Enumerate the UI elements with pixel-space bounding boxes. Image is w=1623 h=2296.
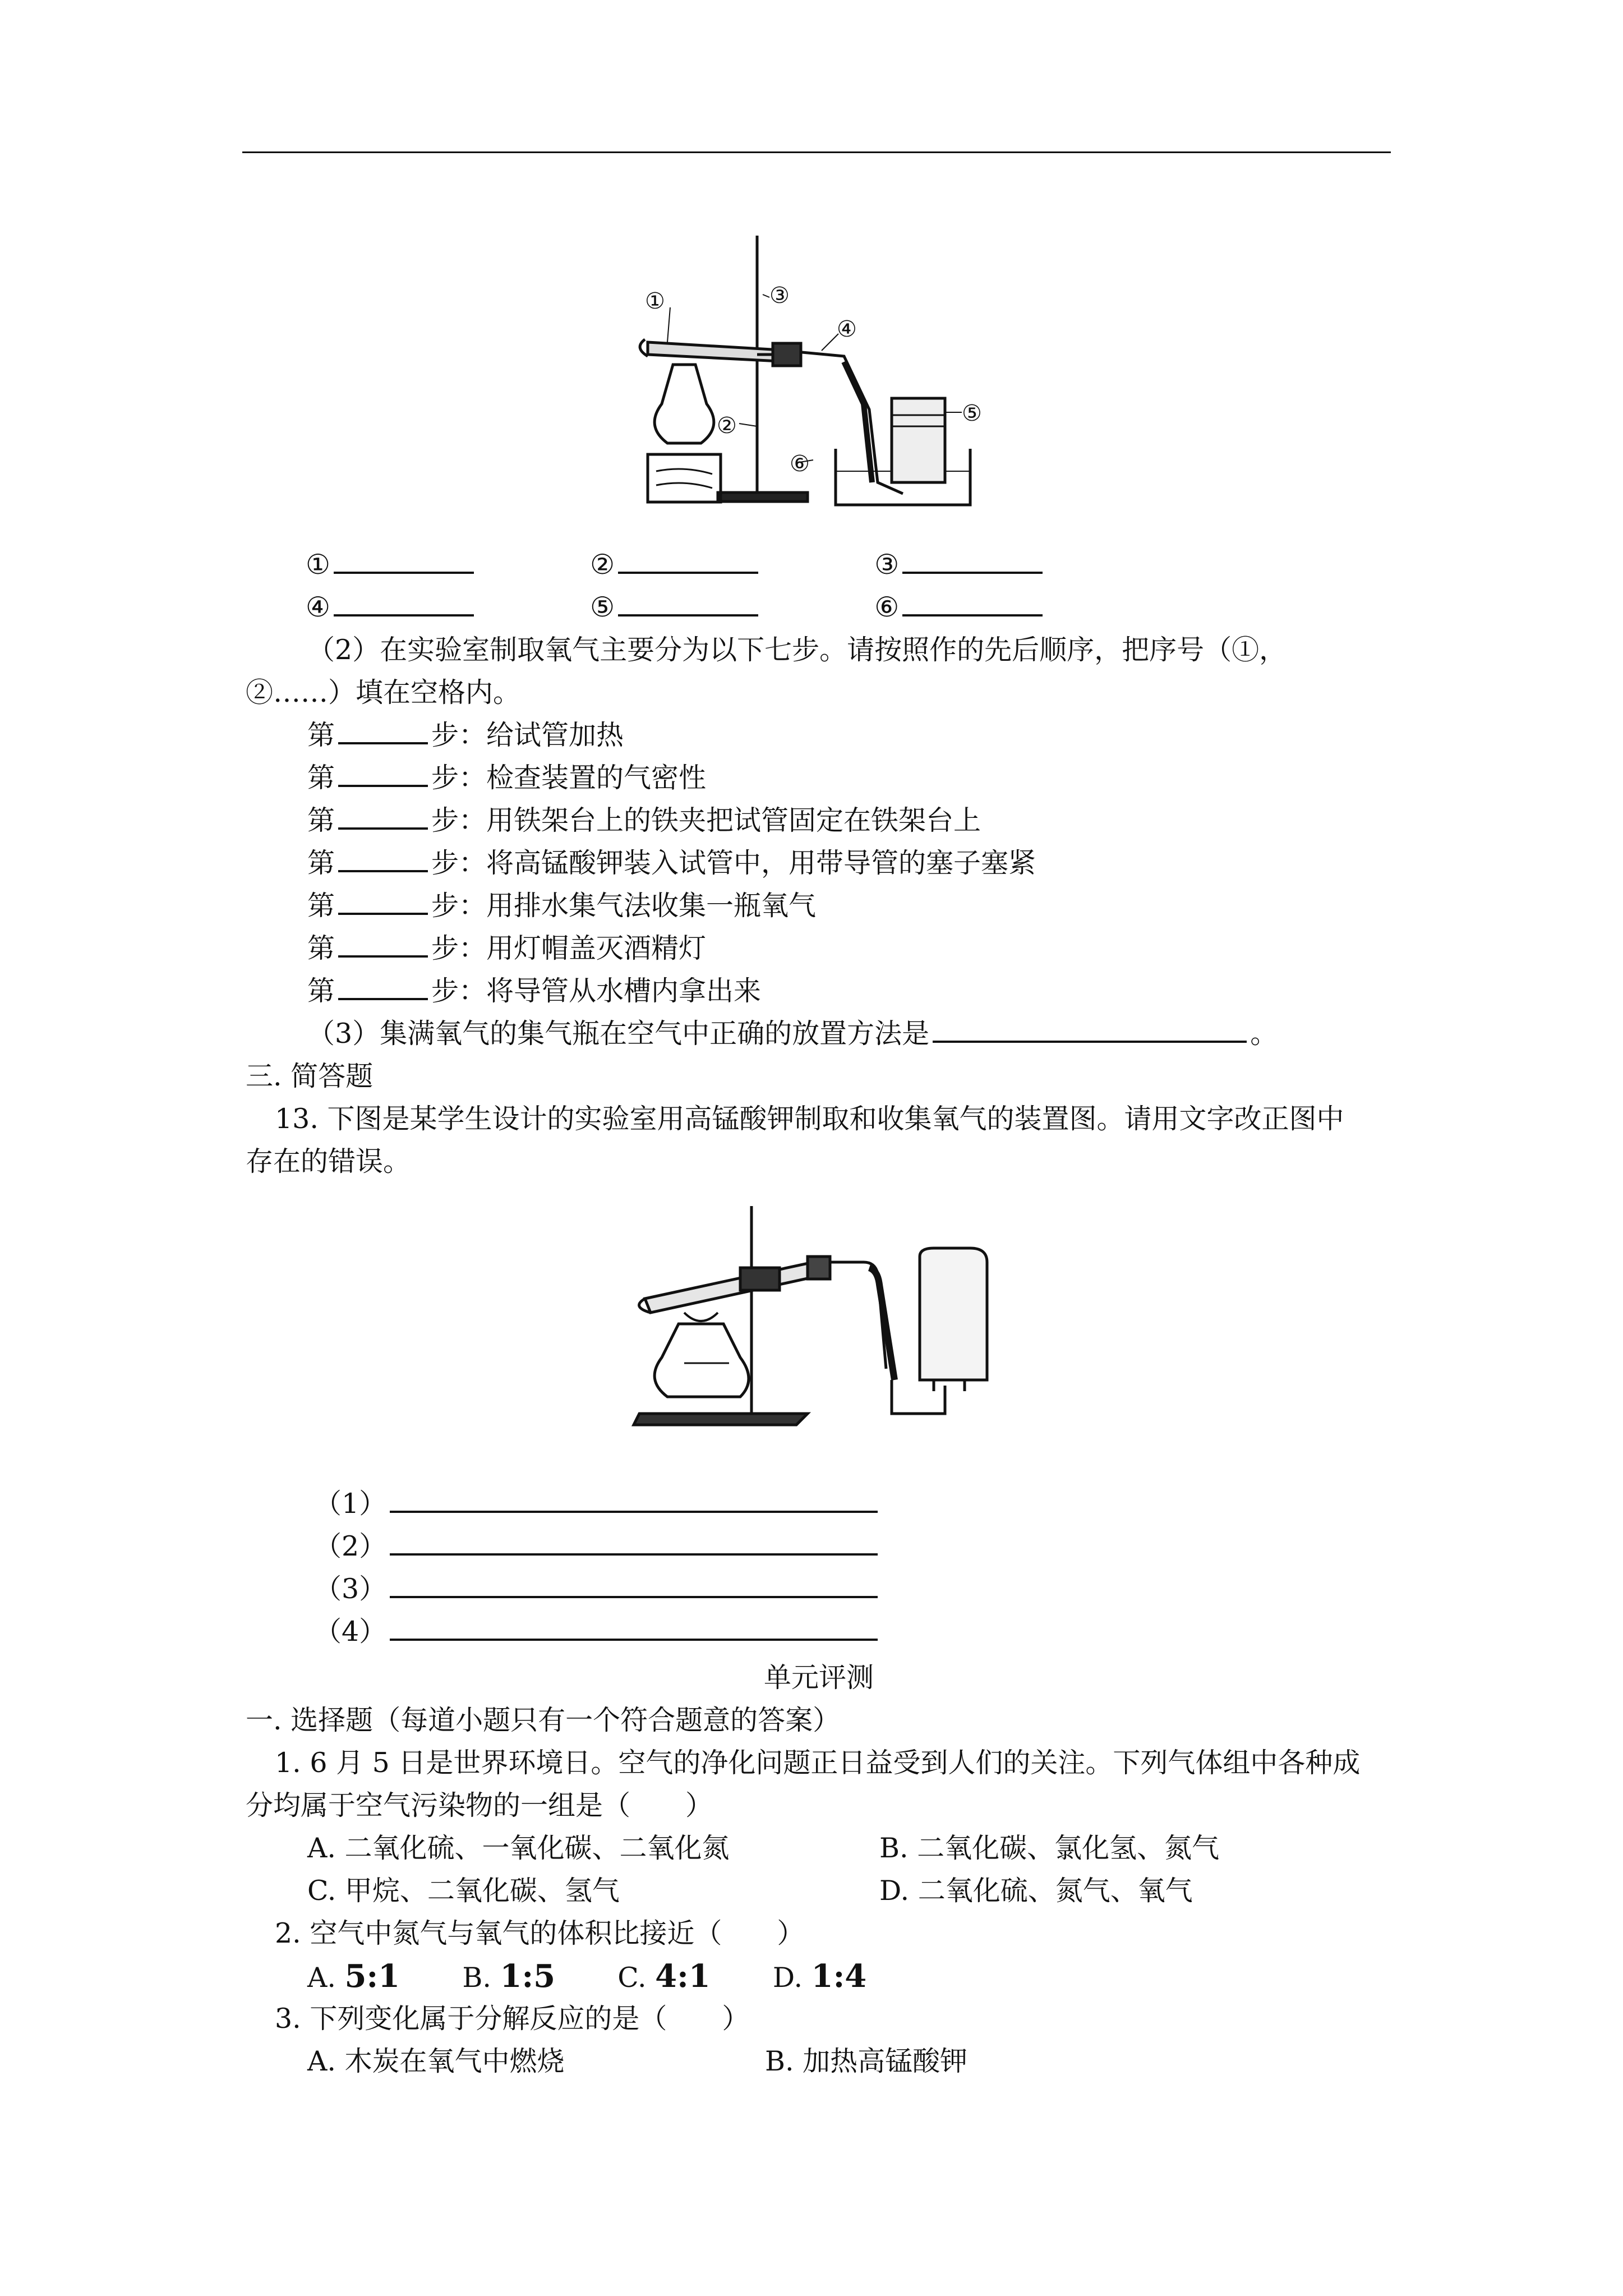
- step-prefix: 第: [307, 804, 335, 836]
- answer-blank[interactable]: [390, 1553, 878, 1556]
- answer-blank[interactable]: [902, 571, 1043, 574]
- q3-line: [307, 1016, 1278, 1051]
- blank-label: ④: [306, 591, 330, 623]
- mcq-2-option-b[interactable]: B. 1:5: [462, 1958, 556, 1995]
- blank-label: ③: [874, 549, 900, 581]
- step-blank[interactable]: [338, 955, 428, 958]
- blank-label: ⑥: [874, 591, 900, 623]
- step-prefix: 第: [307, 975, 335, 1007]
- answer-blank[interactable]: [390, 1510, 878, 1513]
- step-blank[interactable]: [338, 827, 428, 830]
- mcq-2-options: [307, 1959, 866, 1995]
- mcq-2-text: 2. 空气中氮气与氧气的体积比接近（ ）: [275, 1917, 805, 1949]
- q2-step-row: [307, 974, 761, 1009]
- step-text: 给试管加热: [486, 719, 624, 751]
- section-1-title: 一. 选择题（每道小题只有一个符合题意的答案）: [246, 1704, 841, 1736]
- step-suffix: 步：: [431, 975, 487, 1007]
- mcq-2-option-a[interactable]: A. 5:1: [307, 1958, 400, 1995]
- step-suffix: 步：: [431, 762, 487, 794]
- step-text: 将导管从水槽内拿出来: [486, 975, 762, 1007]
- step-blank[interactable]: [338, 869, 428, 872]
- q1-blank-row-2: [306, 590, 1046, 625]
- figure1-label-4: ④: [837, 316, 857, 342]
- q2-step-row: [307, 761, 706, 795]
- q3-text: （3）集满氧气的集气瓶在空气中正确的放置方法是: [307, 1018, 930, 1050]
- q13-answer-row: [314, 1529, 881, 1564]
- step-suffix: 步：: [431, 804, 487, 836]
- step-prefix: 第: [307, 762, 335, 794]
- step-text: 将高锰酸钾装入试管中，用带导管的塞子塞紧: [486, 847, 1036, 879]
- answer-label: （1）: [314, 1488, 387, 1520]
- step-suffix: 步：: [431, 847, 487, 879]
- figure1-label-6: ⑥: [790, 451, 810, 477]
- q13-answer-row: [314, 1572, 881, 1607]
- step-blank[interactable]: [338, 784, 428, 787]
- figure1-label-1: ①: [645, 288, 665, 314]
- step-text: 用铁架台上的铁夹把试管固定在铁架台上: [486, 804, 981, 836]
- q2-step-row: [307, 803, 981, 838]
- mcq-3-option-a[interactable]: A. 木炭在氧气中燃烧: [307, 2045, 565, 2077]
- answer-blank[interactable]: [618, 571, 758, 574]
- q2-intro-line-1: （2）在实验室制取氧气主要分为以下七步。请按照作的先后顺序，把序号（①，: [307, 634, 1287, 666]
- answer-blank[interactable]: [390, 1595, 878, 1598]
- mcq-1-option-d[interactable]: D. 二氧化硫、氮气、氧气: [879, 1875, 1193, 1907]
- step-text: 用排水集气法收集一瓶氧气: [486, 890, 817, 922]
- mcq-1-line-2: 分均属于空气污染物的一组是（ ）: [246, 1789, 713, 1821]
- blank-label: ②: [590, 549, 615, 581]
- step-prefix: 第: [307, 719, 335, 751]
- answer-blank[interactable]: [618, 614, 758, 616]
- step-suffix: 步：: [431, 890, 487, 922]
- q13-line-2: 存在的错误。: [246, 1145, 411, 1177]
- step-prefix: 第: [307, 847, 335, 879]
- mcq-3-option-b[interactable]: B. 加热高锰酸钾: [765, 2045, 968, 2077]
- answer-label: （4）: [314, 1616, 387, 1648]
- q2-intro-line-2: ②……）填在空格内。: [246, 677, 521, 708]
- q2-step-row: [307, 889, 816, 923]
- figure1-label-2: ②: [717, 413, 737, 439]
- q2-step-row: [307, 718, 624, 753]
- blank-label: ⑤: [590, 591, 615, 623]
- step-text: 检查装置的气密性: [486, 762, 707, 794]
- step-blank[interactable]: [338, 912, 428, 915]
- apparatus-figure-1: [623, 224, 1004, 516]
- q1-blank-row-1: [306, 547, 1046, 582]
- step-prefix: 第: [307, 932, 335, 964]
- step-prefix: 第: [307, 890, 335, 922]
- answer-blank[interactable]: [334, 614, 474, 616]
- q13-answer-row: [314, 1487, 881, 1521]
- section-3-title: 三. 简答题: [246, 1060, 374, 1092]
- answer-blank[interactable]: [334, 571, 474, 574]
- answer-blank[interactable]: [390, 1638, 878, 1641]
- figure1-label-3: ③: [769, 283, 790, 309]
- blank-label: ①: [306, 549, 330, 581]
- step-blank[interactable]: [338, 742, 428, 744]
- unit-test-title: 单元评测: [763, 1662, 874, 1694]
- header-rule: [242, 151, 1391, 153]
- mcq-1-line-1: 1. 6 月 5 日是世界环境日。空气的净化问题正日益受到人们的关注。下列气体组中各种成: [275, 1747, 1361, 1779]
- apparatus-figure-2: [628, 1200, 1009, 1430]
- mcq-1-option-a[interactable]: A. 二氧化硫、一氧化碳、二氧化氮: [307, 1832, 730, 1864]
- q2-step-row: [307, 846, 1036, 881]
- answer-label: （2）: [314, 1530, 387, 1562]
- step-suffix: 步：: [431, 719, 487, 751]
- step-blank[interactable]: [338, 997, 428, 1000]
- q2-step-row: [307, 931, 706, 966]
- mcq-1-option-c[interactable]: C. 甲烷、二氧化碳、氢气: [307, 1875, 620, 1907]
- answer-blank[interactable]: [902, 614, 1043, 616]
- mcq-2-option-c[interactable]: C. 4:1: [617, 1958, 711, 1995]
- figure1-label-5: ⑤: [962, 401, 982, 426]
- mcq-2-option-d[interactable]: D. 1:4: [772, 1958, 867, 1995]
- q13-line-1: 13. 下图是某学生设计的实验室用高锰酸钾制取和收集氧气的装置图。请用文字改正图中: [275, 1103, 1344, 1135]
- q3-answer-blank[interactable]: [933, 1040, 1247, 1043]
- step-text: 用灯帽盖灭酒精灯: [486, 932, 707, 964]
- q13-answer-row: [314, 1614, 881, 1649]
- mcq-1-option-b[interactable]: B. 二氧化碳、氯化氢、氮气: [879, 1832, 1220, 1864]
- q3-end: 。: [1250, 1018, 1278, 1050]
- step-suffix: 步：: [431, 932, 487, 964]
- mcq-3-text: 3. 下列变化属于分解反应的是（ ）: [275, 2003, 750, 2035]
- answer-label: （3）: [314, 1573, 387, 1605]
